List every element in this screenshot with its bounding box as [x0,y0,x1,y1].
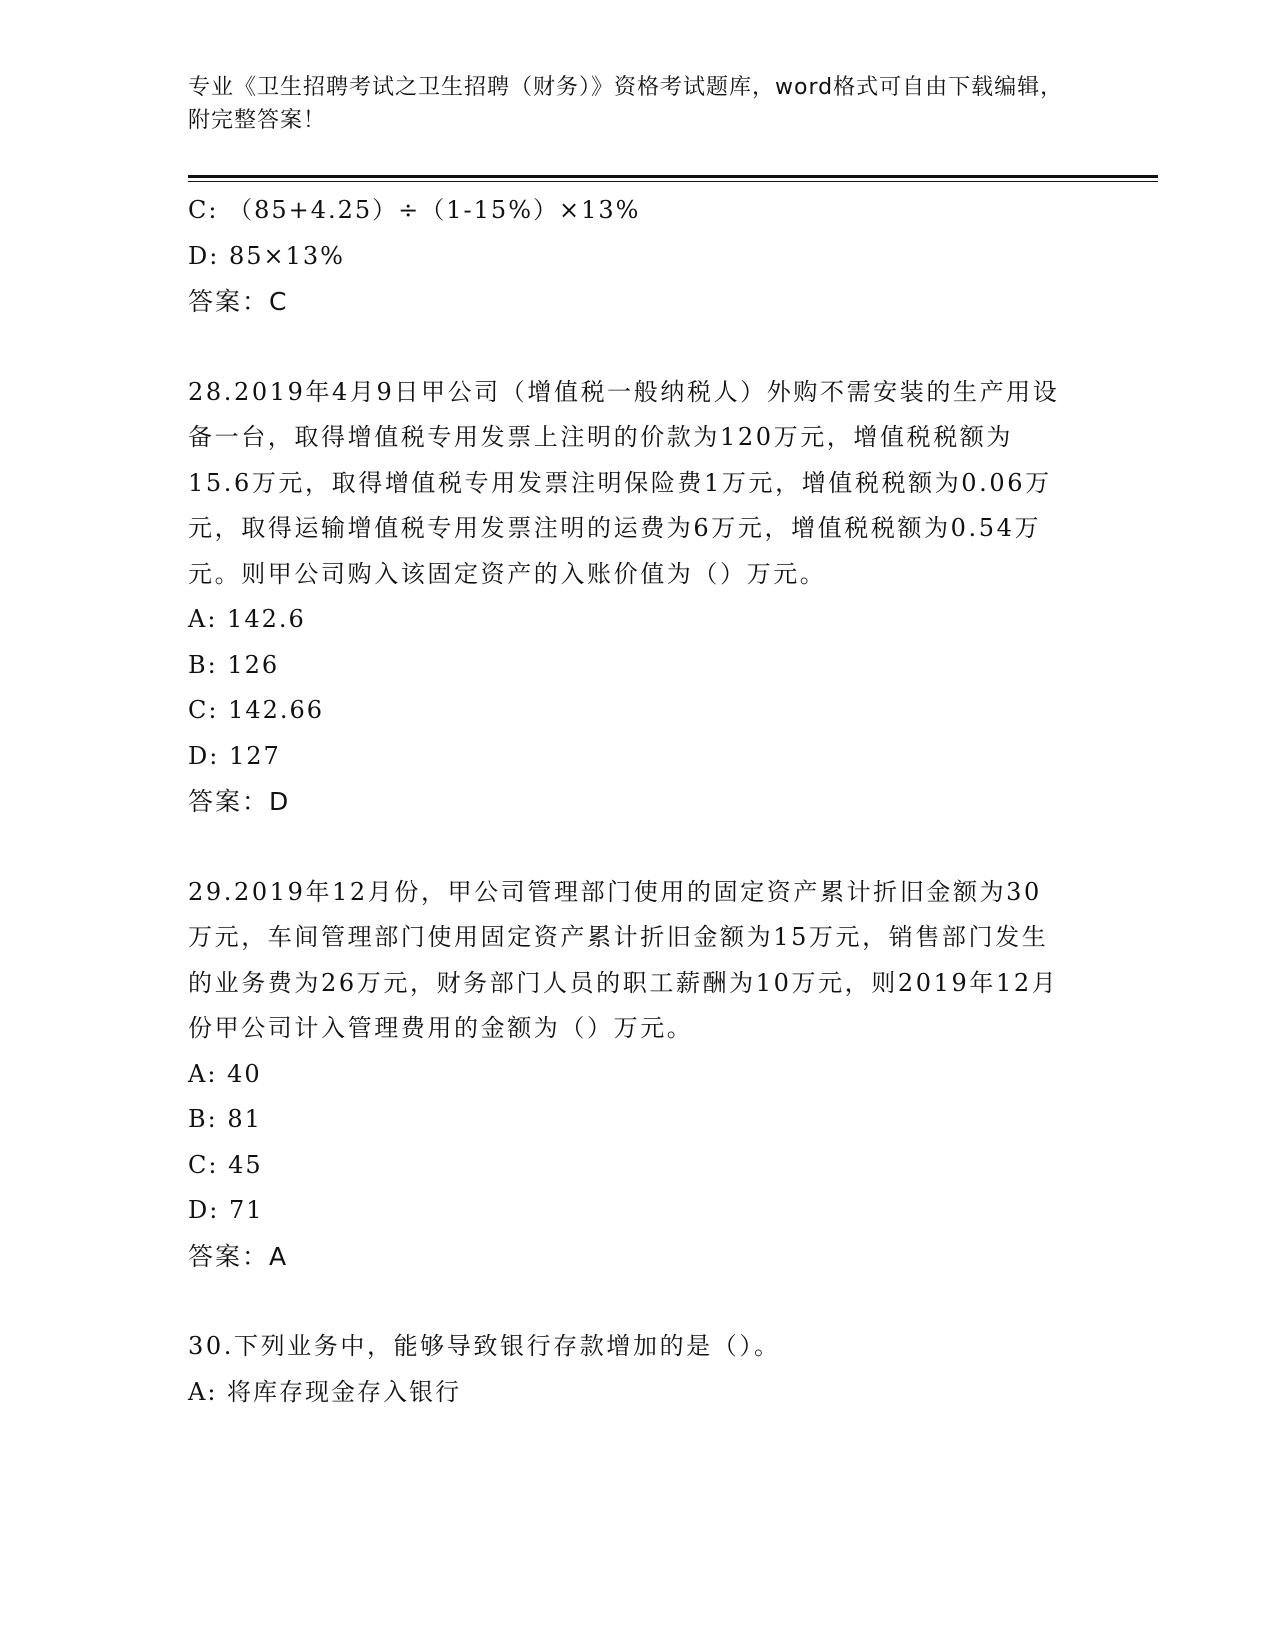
option-d: D: 71 [188,1196,264,1224]
option-a: A: 40 [188,1059,262,1088]
option-d: D: 85×13% [188,241,345,270]
option-c: C: （85+4.25）÷（1-15%）×13% [188,196,641,224]
option-a: A: 142.6 [188,605,306,633]
option-c: C: 142.66 [188,696,325,724]
question-28 [188,370,1088,825]
option-d: D: 127 [188,741,281,770]
question-stem: 29.2019年12月份，甲公司管理部门使用的固定资产累计折旧金额为30万元，车间管理部门使用固定资产累计折旧金额为15万元，销售部门发生的业务费为26万元，财务部门人员的职工薪酬为10万元，则2019年12月份甲公司计入管理费用的金额为（）万元。 [188,877,1059,1042]
answer: 答案：D [188,787,291,816]
option-b: B: 81 [188,1105,262,1133]
question-list [188,188,1088,1415]
option-a: A: 将库存现金存入银行 [188,1377,462,1406]
spacer [188,325,1088,370]
answer: 答案：A [188,1241,289,1271]
spacer [188,1279,1088,1324]
document-header: 专业《卫生招聘考试之卫生招聘（财务）》资格考试题库，word格式可自由下载编辑，附完整答案！ [188,75,1064,133]
option-b: B: 126 [188,650,280,679]
question-stem: 28.2019年4月9日甲公司（增值税一般纳税人）外购不需安装的生产用设备一台，取得增值税专用发票上注明的价款为120万元，增值税税额为15.6万元，取得增值税专用发票注明保险费1万元，增值税税额为0.06万元，取得运输增值税专用发票注明的运费为6万元，增值税税额为0.54万元。则甲公司购入该固定资产的入账价值为（）万元。 [188,377,1060,588]
question-stem: 30.下列业务中，能够导致银行存款增加的是（）。 [188,1332,781,1360]
question-27 [188,188,1088,325]
spacer [188,825,1088,870]
header-divider-thin [188,181,1158,182]
option-c: C: 45 [188,1150,263,1179]
question-30 [188,1324,1088,1415]
header-divider-thick [188,175,1158,178]
question-29 [188,870,1088,1280]
answer: 答案：C [188,287,289,316]
